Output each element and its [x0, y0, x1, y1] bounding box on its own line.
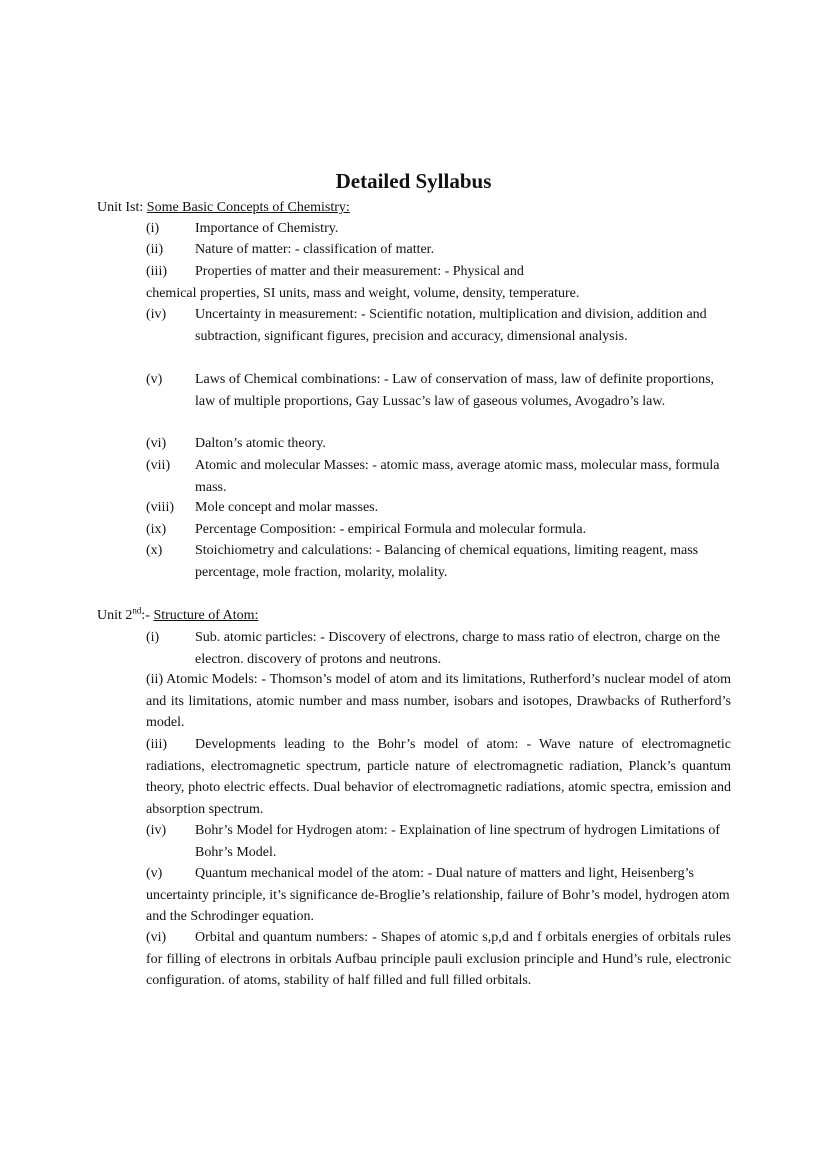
- unit-2-title: Structure of Atom:: [153, 608, 259, 623]
- unit-1-prefix: Unit Ist:: [97, 200, 144, 215]
- item-text: Laws of Chemical combinations: - Law of conservation of mass, law of definite proportions, law of multiple proportions, Gay Lussac’s law of gaseous volumes, Avogadro’s law.: [195, 372, 715, 409]
- unit-1-heading: [97, 197, 350, 218]
- unit-2-item: [146, 627, 731, 670]
- unit-1-item: [146, 261, 731, 304]
- item-text: Dalton’s atomic theory.: [195, 436, 326, 451]
- unit-2-separator: :-: [141, 608, 150, 623]
- unit-1-item: [146, 433, 731, 455]
- item-number: (iii): [146, 737, 167, 752]
- item-text: Stoichiometry and calculations: - Balancing of chemical equations, limiting reagent, mass percentage, mole fraction, molarity, molality.: [195, 543, 699, 580]
- item-number: (iv): [146, 307, 167, 322]
- item-number: (v): [146, 372, 163, 387]
- unit-2-prefix: Unit 2: [97, 608, 133, 623]
- item-number: (ix): [146, 522, 167, 537]
- item-text: Quantum mechanical model of the atom: - Dual nature of matters and light, Heisenberg’s uncertainty principle, it’s significance de-Broglie’s relationship, failure of Bohr’s model, hydrogen atom and the Schrodinger equation.: [146, 866, 730, 925]
- unit-2-item: [146, 669, 731, 734]
- unit-1-title: Some Basic Concepts of Chemistry:: [146, 200, 350, 215]
- item-text: Developments leading to the Bohr’s model of atom: - Wave nature of electromagnetic radiations, electromagnetic spectrum, particle nature of electromagnetic radiation, Planck’s quantum theory, photo electric effects. Dual behavior of electromagnetic radiations, atomic spectra, emission and absorption spectrum.: [146, 737, 731, 817]
- item-number: (v): [146, 866, 163, 881]
- item-text: Mole concept and molar masses.: [195, 500, 379, 515]
- item-text: Properties of matter and their measurement: - Physical and: [195, 264, 524, 279]
- item-text: Bohr’s Model for Hydrogen atom: - Explaination of line spectrum of hydrogen Limitations of Bohr’s Model.: [195, 823, 721, 860]
- unit-2-item: [146, 820, 731, 863]
- unit-1-item: [146, 497, 731, 519]
- unit-1-item: [146, 540, 731, 583]
- unit-2-heading: [97, 605, 258, 626]
- item-number: (i): [146, 630, 160, 645]
- unit-1-item: [146, 455, 731, 498]
- item-text: Importance of Chemistry.: [195, 221, 339, 236]
- unit-1-item: [146, 369, 731, 412]
- item-number: (x): [146, 543, 163, 558]
- item-number: (vi): [146, 930, 167, 945]
- item-text: Nature of matter: - classification of matter.: [195, 242, 435, 257]
- item-number: (iii): [146, 264, 167, 279]
- item-number: (i): [146, 221, 160, 236]
- unit-1-item: [146, 218, 731, 240]
- item-number: (ii): [146, 242, 164, 257]
- unit-1-item: [146, 304, 731, 347]
- item-text: Uncertainty in measurement: - Scientific notation, multiplication and division, addition and subtraction, significant figures, precision and accuracy, dimensional analysis.: [195, 307, 707, 344]
- unit-2-item: [146, 734, 731, 820]
- item-text: Atomic and molecular Masses: - atomic mass, average atomic mass, molecular mass, formula mass.: [195, 458, 720, 495]
- item-text: Percentage Composition: - empirical Formula and molecular formula.: [195, 522, 587, 537]
- unit-2-ordinal: nd: [132, 605, 142, 616]
- item-text: Sub. atomic particles: - Discovery of electrons, charge to mass ratio of electron, charge on the electron. discovery of protons and neutrons.: [195, 630, 721, 667]
- item-number: (vi): [146, 436, 167, 451]
- item-text: (ii) Atomic Models: - Thomson’s model of atom and its limitations, Rutherford’s nuclear model of atom and its limitations, atomic number and mass number, isobars and isotopes, Drawbacks of Rutherford’s model.: [146, 672, 731, 731]
- item-continuation: chemical properties, SI units, mass and weight, volume, density, temperature.: [146, 285, 580, 301]
- item-text: Orbital and quantum numbers: - Shapes of atomic s,p,d and f orbitals energies of orbitals rules for filling of electrons in orbitals Aufbau principle pauli exclusion principle and Hund’s rule, electronic configuration. of atoms, stability of half filled and full filled orbitals.: [146, 930, 731, 989]
- page-title: Detailed Syllabus: [335, 169, 492, 193]
- unit-2-item: [146, 863, 731, 928]
- unit-1-item: [146, 239, 731, 261]
- item-number: (viii): [146, 500, 174, 515]
- unit-1-item: [146, 519, 731, 541]
- item-number: (iv): [146, 823, 167, 838]
- unit-2-item: [146, 927, 731, 992]
- item-number: (vii): [146, 458, 171, 473]
